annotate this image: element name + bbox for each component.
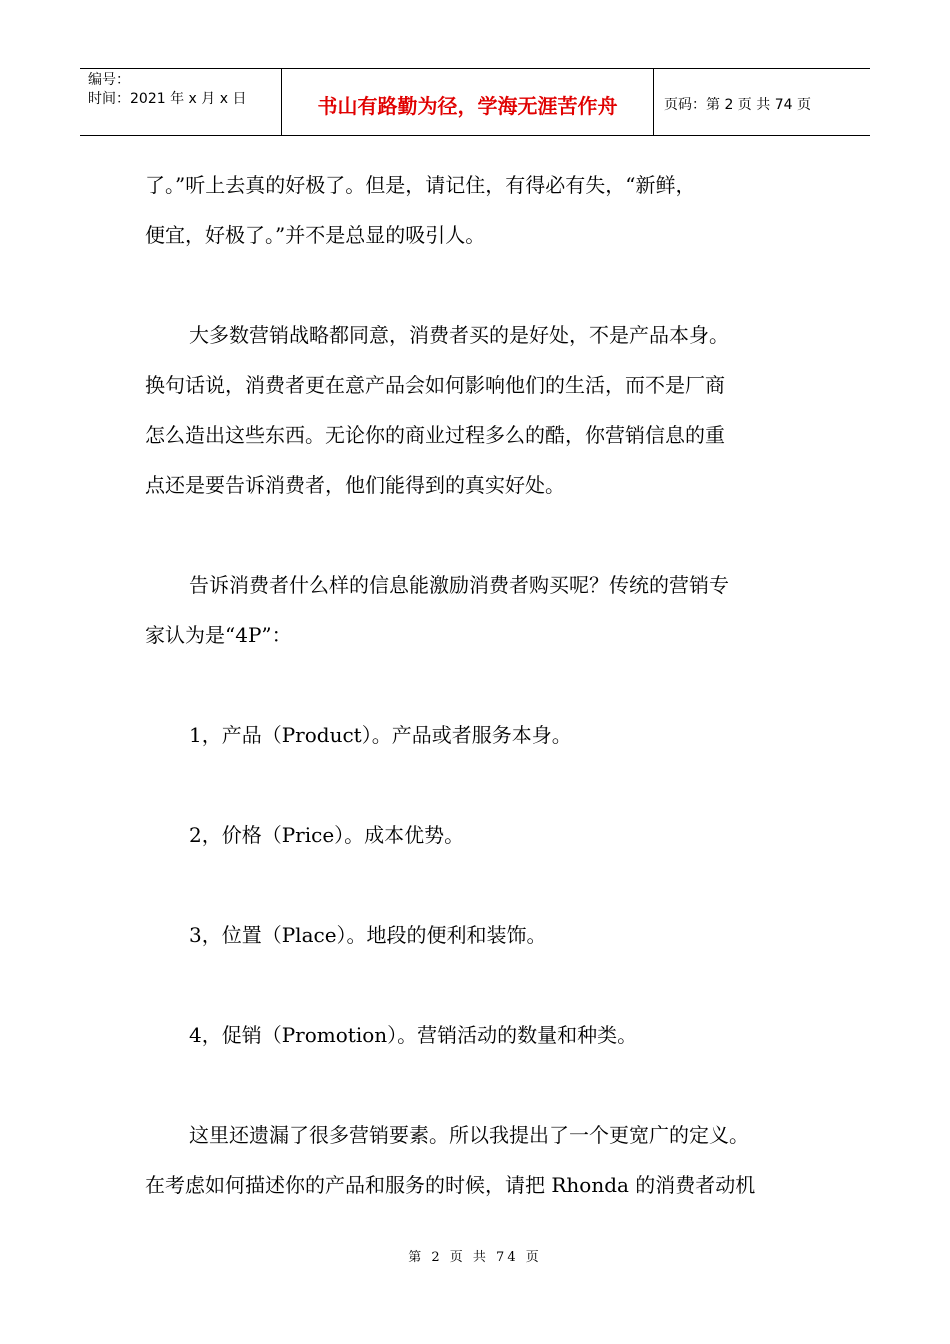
time-label: 时间：2021 年 x 月 x 日: [88, 91, 247, 107]
paragraph-line: 怎么造出这些东西。无论你的商业过程多么的酷，你营销信息的重: [145, 423, 725, 447]
paragraph-line: 便宜，好极了。”并不是总显的吸引人。: [145, 223, 486, 247]
list-item-price: 2，价格（Price）。成本优势。: [189, 823, 465, 847]
paragraph-line: 换句话说，消费者更在意产品会如何影响他们的生活，而不是厂商: [145, 373, 725, 397]
list-item-place: 3，位置（Place）。地段的便利和装饰。: [189, 923, 547, 947]
paragraph-line: 家认为是“4P”：: [145, 623, 292, 647]
list-item-product: 1，产品（Product）。产品或者服务本身。: [189, 723, 572, 747]
paragraph-line: 在考虑如何描述你的产品和服务的时候，请把 Rhonda 的消费者动机: [145, 1173, 756, 1197]
paragraph-line: 这里还遗漏了很多营销要素。所以我提出了一个更宽广的定义。: [189, 1123, 749, 1147]
paragraph-line: 了。”听上去真的好极了。但是，请记住，有得必有失，“新鲜，: [145, 173, 696, 197]
paragraph-line: 点还是要告诉消费者，他们能得到的真实好处。: [145, 473, 565, 497]
paragraph-line: 告诉消费者什么样的信息能激励消费者购买呢？传统的营销专: [189, 573, 729, 597]
page-footer: 第 2 页 共 74 页: [408, 1250, 542, 1265]
header-page-info: 页码：第 2 页 共 74 页: [664, 97, 811, 113]
document-body: [145, 160, 845, 1210]
list-item-promotion: 4，促销（Promotion）。营销活动的数量和种类。: [189, 1023, 638, 1047]
page-header: [80, 68, 870, 136]
paragraph-line: 大多数营销战略都同意，消费者买的是好处，不是产品本身。: [189, 323, 729, 347]
number-label: 编号：: [88, 72, 130, 88]
header-meta: [80, 69, 282, 135]
header-motto: 书山有路勤为径，学海无涯苦作舟: [282, 69, 654, 135]
